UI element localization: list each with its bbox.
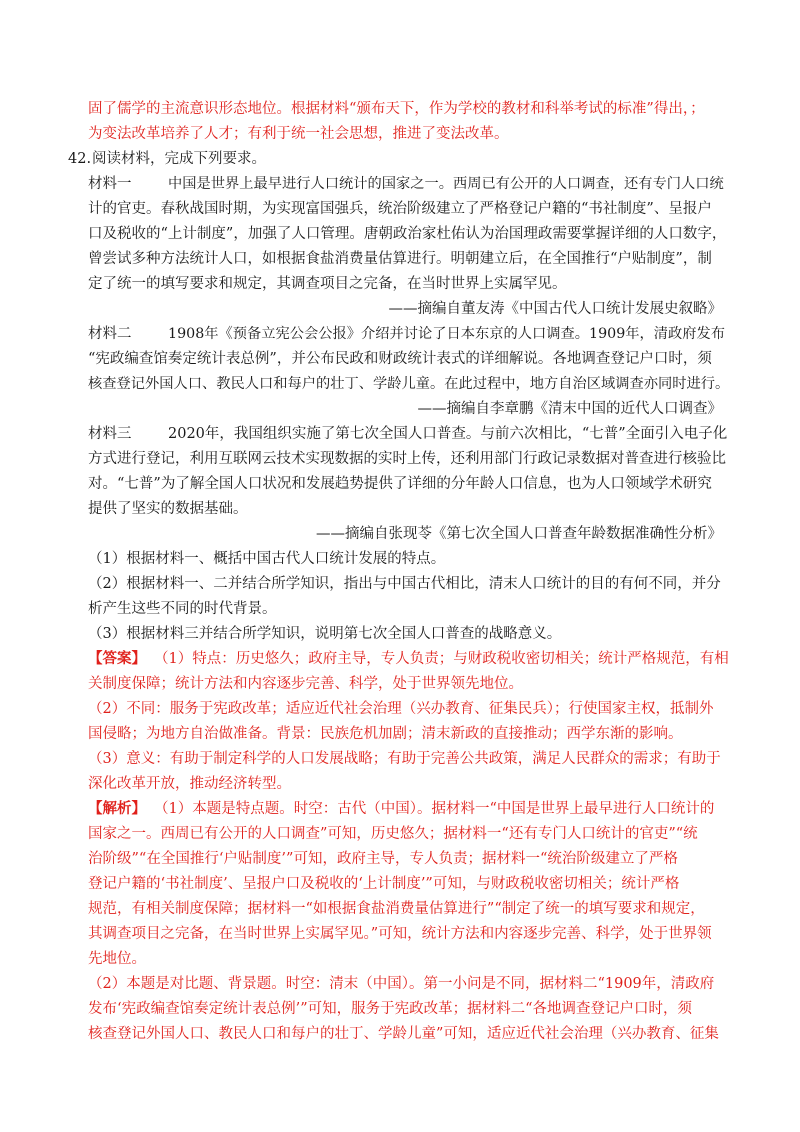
answer-line: （1）特点：历史悠久；政府主导，专人负责；与财政税收密切相关；统计严格规范，有相: [154, 651, 729, 667]
material3-line: 2020年，我国组织实施了第七次全国人口普查。与前六次相比，“七普”全面引入电子化: [168, 426, 728, 442]
analysis-line: 国家之一。西周已有公开的人口调查”可知，历史悠久；据材料一“还有专门人口统计的官吏”“统: [88, 826, 698, 842]
question-number: 42.: [68, 151, 92, 167]
material1-line: 定了统一的填写要求和规定，其调查项目之完备，在当时世界上实属罕见。: [88, 276, 567, 292]
material1-line: 计的官吏。春秋战国时期，为实现富国强兵，统治阶级建立了严格登记户籍的“书社制度”、呈报户: [88, 201, 712, 217]
material2-line: 1908年《预备立宪公会公报》介绍并讨论了日本东京的人口调查。1909年，清政府发布: [168, 326, 726, 342]
analysis-tag: 【解析】: [88, 800, 146, 817]
analysis-line: （2）本题是对比题、背景题。时空：清末（中国）。第一小问是不同，据材料二“1909年，清政府: [88, 976, 715, 992]
task-item: （2）根据材料一、二并结合所学知识，指出与中国古代相比，清末人口统计的目的有何不同，并分: [88, 576, 721, 592]
task-item: 析产生这些不同的时代背景。: [88, 601, 277, 617]
material3-source: ——摘编自张现苓《第七次全国人口普查年龄数据准确性分析》: [316, 526, 722, 542]
material3-line: 对。“七普”为了解全国人口状况和发展趋势提供了详细的分年龄人口信息，也为人口领域学术研究: [88, 476, 712, 492]
task-item: （3）根据材料三并结合所学知识，说明第七次全国人口普查的战略意义。: [88, 626, 562, 642]
analysis-line: 发布‘宪政编查馆奏定统计表总例’”可知，服务于宪政改革；据材料二“各地调查登记户口时，须: [88, 1001, 693, 1017]
material1-source: ——摘编自董友涛《中国古代人口统计发展史叙略》: [388, 301, 722, 317]
analysis-line: 规范，有相关制度保障；据材料一“如根据食盐消费量估算进行”“制定了统一的填写要求和规定，: [88, 901, 705, 917]
material1-label: 材料一: [88, 176, 132, 192]
analysis-line: （1）本题是特点题。时空：古代（中国）。据材料一“中国是世界上最早进行人口统计的: [154, 801, 715, 817]
analysis-line: 登记户籍的‘书社制度’、呈报户口及税收的‘上计制度’”可知，与财政税收密切相关；统计严格: [88, 876, 680, 892]
continuation-line-2: 为变法改革培养了人才；有利于统一社会思想，推进了变法改革。: [88, 126, 509, 142]
question-prompt: 阅读材料，完成下列要求。: [92, 151, 266, 167]
material1-line: 曾尝试多种方法统计人口，如根据食盐消费量估算进行。明朝建立后，在全国推行“户贴制度”，制: [88, 251, 712, 267]
material2-label: 材料二: [88, 326, 132, 342]
material2-line: 核查登记外国人口、教民人口和每户的壮丁、学龄儿童。在此过程中，地方自治区域调查亦同时进行。: [88, 376, 730, 392]
material2-line: “宪政编查馆奏定统计表总例”，并公布民政和财政统计表式的详细解说。各地调查登记户口时，须: [88, 351, 712, 367]
material1-line: 口及税收的“上计制度”，加强了人口管理。唐朝政治家杜佑认为治国理政需要掌握详细的人口数字，: [88, 226, 727, 242]
material3-label: 材料三: [88, 426, 132, 442]
answer-line: （3）意义：有助于制定科学的人口发展战略；有助于完善公共政策，满足人民群众的需求；有助于: [88, 751, 721, 767]
analysis-line: 治阶级”“在全国推行‘户贴制度’”可知，政府主导，专人负责；据材料一“统治阶级建立了严格: [88, 851, 678, 867]
continuation-line-1: 固了儒学的主流意识形态地位。根据材料“颁布天下，作为学校的教材和科举考试的标准”得出，；: [88, 101, 705, 117]
analysis-line: 核查登记外国人口、教民人口和每户的壮丁、学龄儿童”可知，适应近代社会治理（兴办教育、征集: [88, 1026, 719, 1042]
analysis-line: 其调查项目之完备，在当时世界上实属罕见。”可知，统计方法和内容逐步完善、科学，处于世界领: [88, 926, 712, 942]
answer-line: （2）不同：服务于宪政改革；适应近代社会治理（兴办教育、征集民兵）；行使国家主权，抵制外: [88, 701, 714, 717]
answer-line: 国侵略；为地方自治做准备。背景：民族危机加剧；清末新政的直接推动；西学东渐的影响。: [88, 726, 683, 742]
answer-tag: 【答案】: [88, 650, 146, 667]
material3-line: 提供了坚实的数据基础。: [88, 501, 248, 517]
material2-source: ——摘编自李章鹏《清末中国的近代人口调查》: [417, 401, 722, 417]
material1-line: 中国是世界上最早进行人口统计的国家之一。西周已有公开的人口调查，还有专门人口统: [168, 176, 724, 192]
answer-line: 深化改革开放，推动经济转型。: [88, 776, 291, 792]
material3-line: 方式进行登记，利用互联网云技术实现数据的实时上传，还利用部门行政记录数据对普查进行核验比: [88, 451, 726, 467]
answer-line: 关制度保障；统计方法和内容逐步完善、科学，处于世界领先地位。: [88, 676, 523, 692]
analysis-line: 先地位。: [88, 951, 146, 967]
task-item: （1）根据材料一、概括中国古代人口统计发展的特点。: [88, 551, 446, 567]
